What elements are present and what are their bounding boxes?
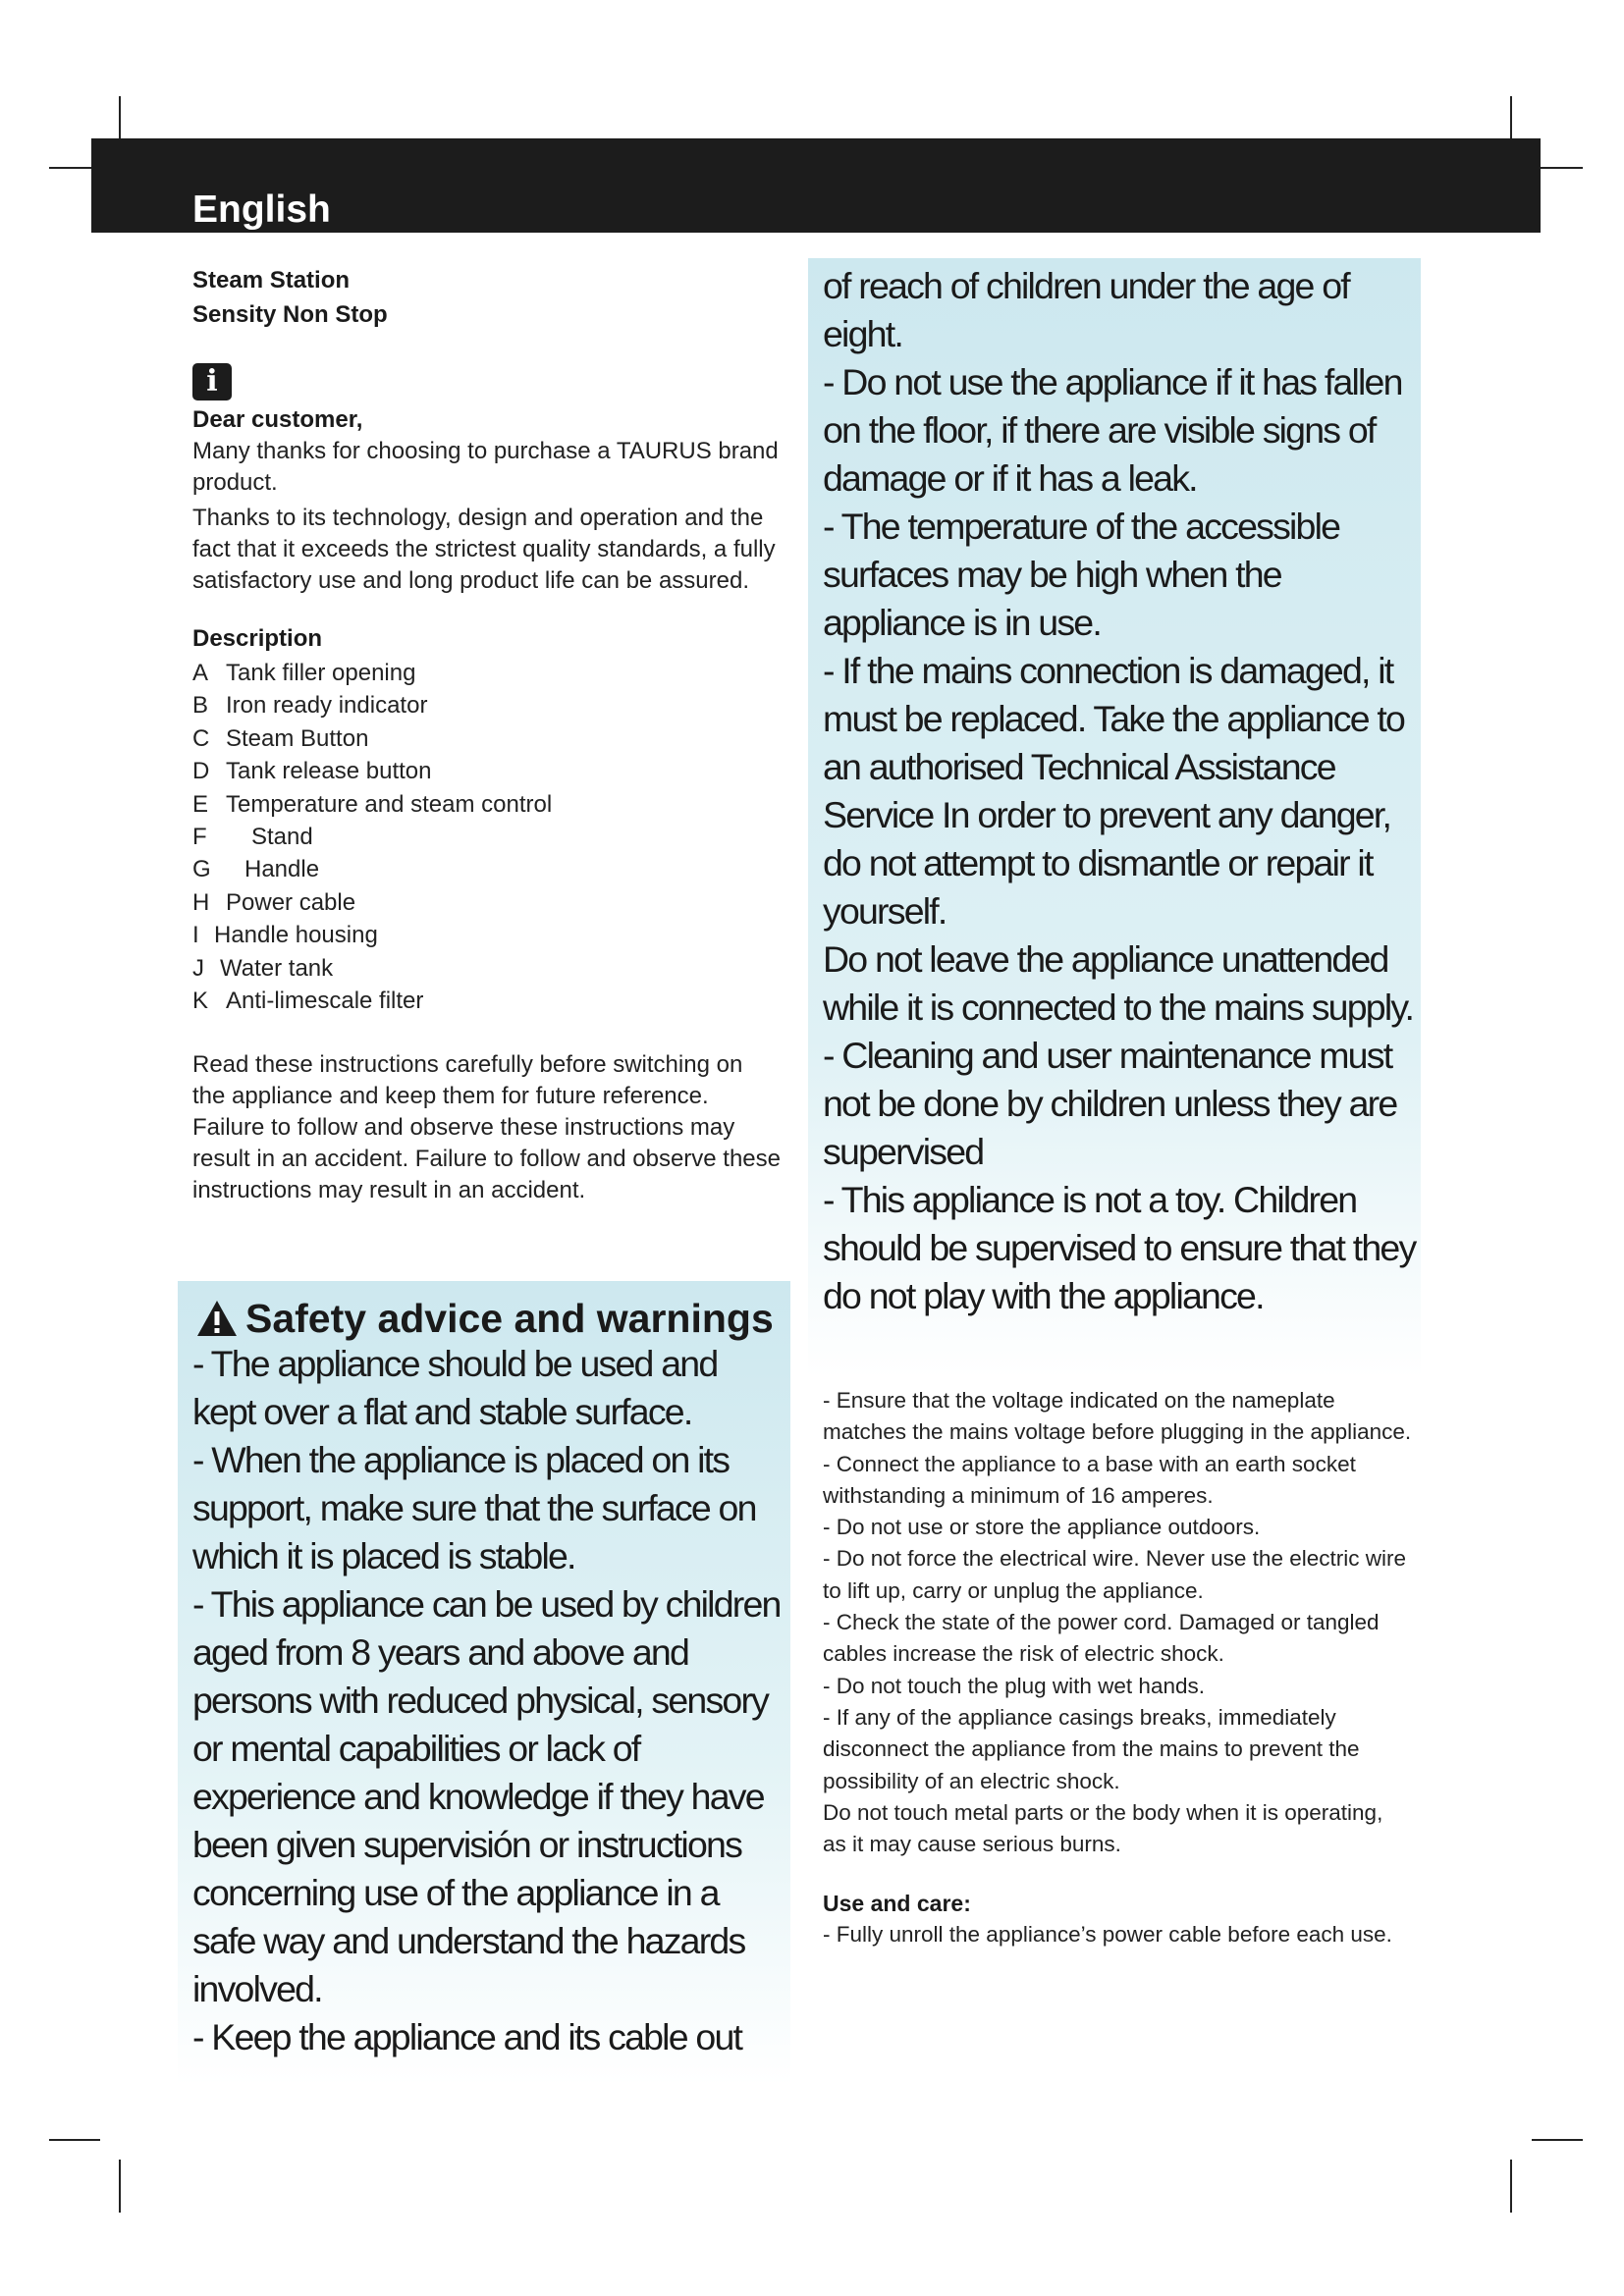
safety-item: - Do not use the appliance if it has fallen on the floor, if there are visible signs of damage or if it has a leak.: [823, 361, 1402, 499]
additional-safety-text: [823, 1385, 1412, 1951]
safety-item: - When the appliance is placed on its support, make sure that the surface on which it is placed is stable.: [192, 1439, 756, 1576]
list-item: F Stand: [192, 824, 313, 851]
safety-title: Safety advice and warnings: [245, 1296, 774, 1341]
list-item: K Anti-limescale filter: [192, 988, 424, 1015]
list-item: G Handle: [192, 856, 320, 883]
list-item: E Temperature and steam control: [192, 790, 553, 818]
left-column: [192, 263, 782, 1206]
safety-small-item: - Do not touch the plug with wet hands.: [823, 1673, 1205, 1698]
safety-item: - If the mains connection is damaged, it must be replaced. Take the appliance to an authorised Technical Assistance Service In order to prevent any danger, do not attempt to dismantle or repair it yourself.: [823, 650, 1405, 932]
crop-mark: [49, 2139, 100, 2141]
use-and-care-heading: Use and care:: [823, 1891, 971, 1917]
intro-paragraph-2: Thanks to its technology, design and operation and the fact that it exceeds the strictest quality standards, a fully satisfactory use and long product life can be assured.: [192, 505, 776, 594]
safety-item: - Cleaning and user maintenance must not be done by children unless they are supervised: [823, 1035, 1397, 1172]
crop-mark: [1532, 2139, 1583, 2141]
description-heading: Description: [192, 625, 323, 652]
read-instructions-paragraph: Read these instructions carefully before switching on the appliance and keep them for future reference. Failure to follow and observe these instructions may result in an accident. Failure to follow and observe these instructions may result in an accident.: [192, 1051, 782, 1204]
safety-small-item: Do not touch metal parts or the body when it is operating, as it may cause serious burns.: [823, 1799, 1383, 1857]
crop-mark: [119, 2160, 121, 2213]
safety-item: - This appliance can be used by children aged from 8 years and above and persons with reduced physical, sensory or mental capabilities or lack of experience and knowledge if they have been given supervisión or instructions concerning use of the appliance in a safe way and understand the hazards involved.: [192, 1583, 781, 2009]
list-item: B Iron ready indicator: [192, 692, 428, 720]
list-item: J Water tank: [192, 954, 334, 982]
safety-small-item: - If any of the appliance casings breaks, immediately disconnect the appliance from the mains to prevent the possibility of an electric shock.: [823, 1704, 1360, 1793]
list-item: D Tank release button: [192, 758, 432, 785]
language-heading: English: [192, 188, 331, 231]
warning-icon: [196, 1299, 238, 1338]
safety-item: - The temperature of the accessible surfaces may be high when the appliance is in use.: [823, 506, 1340, 643]
list-item: C Steam Button: [192, 724, 369, 752]
product-name-line1: Steam Station: [192, 267, 351, 294]
info-icon: i: [192, 363, 232, 400]
safety-item: - This appliance is not a toy. Children should be supervised to ensure that they do not play with the appliance.: [823, 1179, 1416, 1316]
safety-small-item: - Do not use or store the appliance outdoors.: [823, 1515, 1261, 1540]
safety-item: of reach of children under the age of eight.: [823, 265, 1349, 354]
list-item: I Handle housing: [192, 922, 378, 949]
safety-small-item: - Ensure that the voltage indicated on the nameplate matches the mains voltage before plugging in the appliance.: [823, 1388, 1412, 1445]
greeting: Dear customer,: [192, 406, 363, 433]
safety-small-item: - Check the state of the power cord. Damaged or tangled cables increase the risk of electric shock.: [823, 1610, 1380, 1667]
safety-left-text: [192, 1340, 782, 2061]
safety-right-text: [823, 262, 1422, 1320]
safety-item: - The appliance should be used and kept over a flat and stable surface.: [192, 1343, 718, 1432]
list-item: A Tank filler opening: [192, 660, 416, 686]
safety-small-item: - Do not force the electrical wire. Never use the electric wire to lift up, carry or unplug the appliance.: [823, 1546, 1406, 1603]
intro-paragraph-1: Many thanks for choosing to purchase a TAURUS brand product.: [192, 438, 779, 496]
description-list: [192, 657, 782, 1017]
safety-item: - Keep the appliance and its cable out: [192, 2016, 742, 2057]
use-and-care-item: - Fully unroll the appliance’s power cable before each use.: [823, 1922, 1392, 1948]
crop-mark: [1510, 2160, 1512, 2213]
list-item: H Power cable: [192, 888, 356, 916]
product-name-line2: Sensity Non Stop: [192, 301, 388, 328]
safety-small-item: - Connect the appliance to a base with an earth socket withstanding a minimum of 16 amperes.: [823, 1451, 1356, 1508]
safety-item: Do not leave the appliance unattended while it is connected to the mains supply.: [823, 938, 1414, 1028]
